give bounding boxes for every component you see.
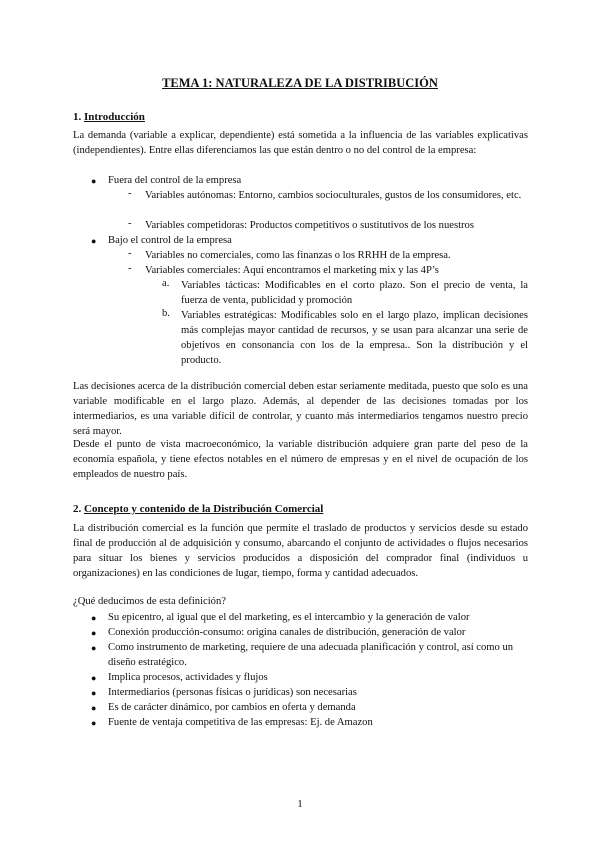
- section-1-heading: 1. Introducción: [73, 111, 145, 123]
- list-item: Fuente de ventaja competitiva de las empresas: Ej. de Amazon: [108, 717, 373, 728]
- list-item-competitive: Variables competidoras: Productos competitivos o sustitutivos de los nuestros: [145, 220, 474, 231]
- list-item-strategic: Variables estratégicas: Modificables solo en el largo plazo, implican decisiones más complejas mayor cantidad de recursos, y se usan para alcanzar una serie de objetivos en consonancia con los de la empresa.. Son la distribución y el producto.: [181, 310, 528, 366]
- section-2-paragraph-1: La distribución comercial es la función que permite el traslado de productos y servicios desde su estado final de producción al de adquisición y consumo, abarcando el conjunto de actividades o flujos necesarios para situar los bienes y servicios producidos a disposición del comprador final (individuos u organizaciones) en las condiciones de lugar, tiempo, forma y cantidad adecuados.: [73, 523, 528, 579]
- bullet-icon: ●: [91, 613, 97, 623]
- page-title: TEMA 1: NATURALEZA DE LA DISTRIBUCIÓN: [162, 76, 438, 90]
- bullet-icon: ●: [91, 688, 97, 698]
- section-2-heading: 2. Concepto y contenido de la Distribución Comercial: [73, 503, 324, 515]
- page-number: 1: [297, 798, 303, 810]
- dash-icon: -: [128, 188, 132, 199]
- section-2-question: ¿Qué deducimos de esta definición?: [73, 596, 226, 607]
- list-item-tactical: Variables tácticas: Modificables en el corto plazo. Son el precio de venta, la fuerza de venta, publicidad y promoción: [181, 280, 528, 306]
- bullet-icon: ●: [91, 176, 97, 186]
- list-item-autonomous: Variables autónomas: Entorno, cambios socioculturales, gustos de los consumidores, etc.: [145, 190, 522, 201]
- list-label-a: a.: [162, 278, 170, 289]
- bullet-icon: ●: [91, 673, 97, 683]
- bullet-icon: ●: [91, 628, 97, 638]
- list-item: Como instrumento de marketing, requiere de una adecuada planificación y control, así como un diseño estratégico.: [108, 642, 514, 668]
- bullet-icon: ●: [91, 643, 97, 653]
- bullet-icon: ●: [91, 718, 97, 728]
- section-1-paragraph-3: Desde el punto de vista macroeconómico, la variable distribución adquiere gran parte del peso de la economía española, y tiene efectos notables en el número de empresas y en el nivel de ocupación de los empleados de nuestro país.: [73, 439, 528, 480]
- list-item: Intermediarios (personas físicas o jurídicas) son necesarias: [108, 687, 357, 698]
- dash-icon: -: [128, 248, 132, 259]
- bullet-icon: ●: [91, 236, 97, 246]
- list-item: Implica procesos, actividades y flujos: [108, 672, 268, 683]
- list-item: Conexión producción-consumo: origina canales de distribución, generación de valor: [108, 627, 466, 638]
- dash-icon: -: [128, 263, 132, 274]
- dash-icon: -: [128, 218, 132, 229]
- list-item: Su epicentro, al igual que el del marketing, es el intercambio y la generación de valor: [108, 612, 470, 623]
- list-item: Es de carácter dinámico, por cambios en oferta y demanda: [108, 702, 356, 713]
- section-1-intro: La demanda (variable a explicar, dependiente) está sometida a la influencia de las variables explicativas (independientes). Entre ellas diferenciamos las que están dentro o no del control de la empresa:: [73, 130, 528, 156]
- list-label-b: b.: [162, 308, 170, 319]
- list-item-non-commercial: Variables no comerciales, como las finanzas o los RRHH de la empresa.: [145, 250, 451, 261]
- bullet-icon: ●: [91, 703, 97, 713]
- list-item-under-control: Bajo el control de la empresa: [108, 235, 232, 246]
- list-item-commercial: Variables comerciales: Aquí encontramos el marketing mix y las 4P’s: [145, 265, 439, 276]
- section-1-paragraph-2: Las decisiones acerca de la distribución comercial deben estar seriamente meditada, puesto que solo es una variable modificable en el largo plazo. Además, al depender de las decisiones tomadas por los intermediarios, es una variable difícil de controlar, y cuanto más intermediarios tengamos nuestro precio será mayor.: [73, 381, 528, 437]
- list-item-outside-control: Fuera del control de la empresa: [108, 175, 242, 186]
